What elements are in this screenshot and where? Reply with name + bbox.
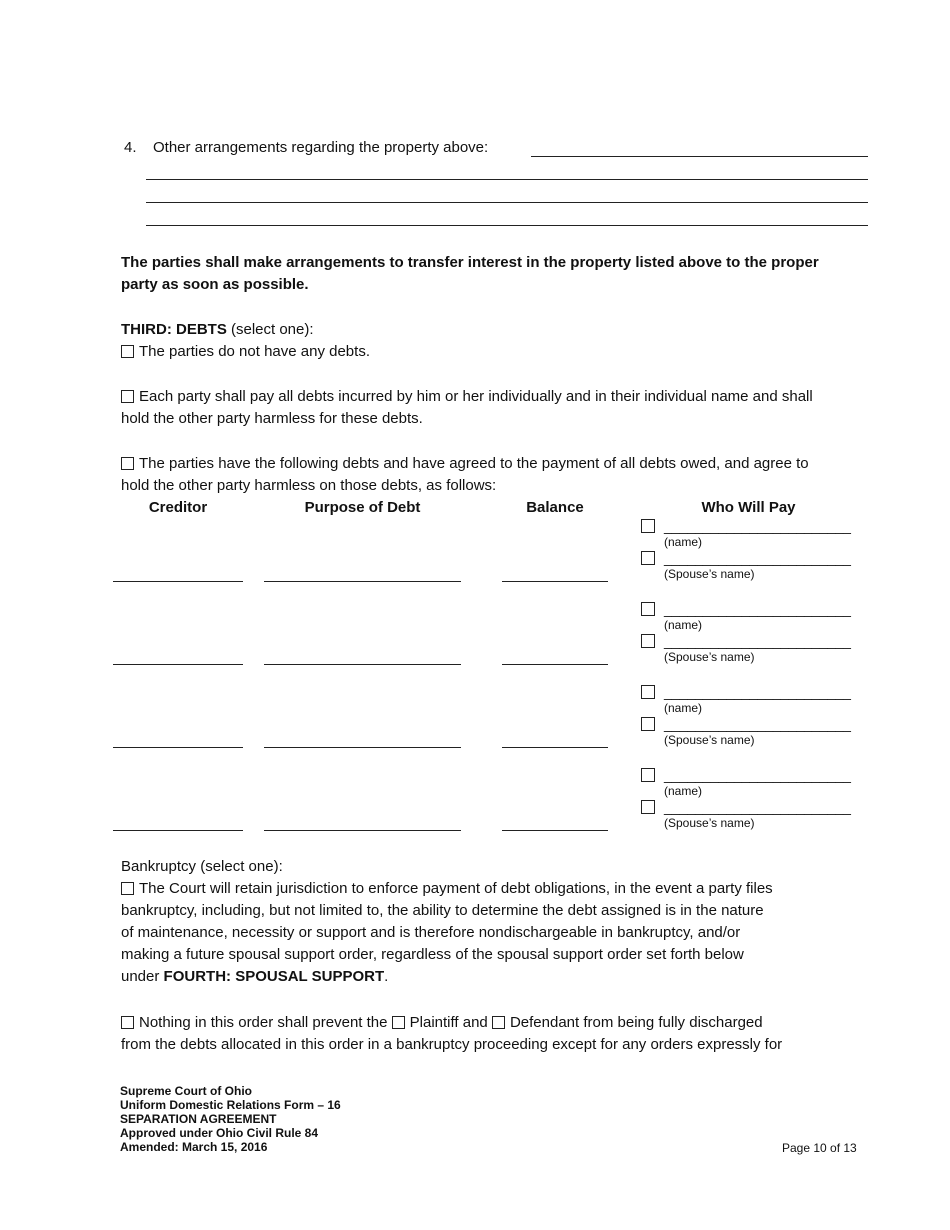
defendant-label: Defendant from being fully discharged [509,1014,763,1031]
debts-individual-label: Each party shall pay all debts incurred by him or her individually and in their individual name and shall [139,388,813,405]
footer-title: SEPARATION AGREEMENT [120,1112,277,1126]
footer-form: Uniform Domestic Relations Form – 16 [120,1098,341,1112]
who-spouse-blank[interactable]: ________________________ [664,716,851,732]
page-number: Page 10 of 13 [782,1141,857,1155]
who-spouse-checkbox[interactable] [641,800,655,814]
balance-line[interactable] [502,747,608,748]
who-spouse-checkbox[interactable] [641,634,655,648]
who-name-checkbox[interactable] [641,519,655,533]
who-name-label: (name) [664,701,703,715]
item4-line-3[interactable] [146,202,868,203]
who-name-checkbox[interactable] [641,768,655,782]
who-spouse-blank[interactable]: ________________________ [664,633,851,649]
debts-individual-line2: hold the other party harmless for these debts. [121,410,423,427]
debts-none-label: The parties do not have any debts. [139,343,370,360]
bankruptcy-retain-line2: bankruptcy, including, but not limited to, the ability to determine the debt assigned is in the nature [121,902,764,919]
who-spouse-label: (Spouse’s name) [664,650,755,664]
bankruptcy-retain-checkbox[interactable] [121,882,134,895]
who-name-blank[interactable]: ________________________ [664,601,851,617]
bankruptcy-nothing-checkbox[interactable] [121,1016,134,1029]
defendant-checkbox[interactable] [492,1016,505,1029]
bankruptcy-retain-line4: making a future spousal support order, regardless of the spousal support order set forth below [121,946,744,963]
header-balance: Balance [526,499,584,516]
third-select: (select one): [226,321,314,338]
who-name-blank[interactable]: ________________________ [664,684,851,700]
header-who-will-pay: Who Will Pay [701,499,796,516]
item4-line-2[interactable] [146,179,868,180]
debts-option-following [121,453,809,475]
bankruptcy-retain-line5 [121,966,388,988]
creditor-line[interactable] [113,747,243,748]
footer-court: Supreme Court of Ohio [120,1084,252,1098]
transfer-notice-line1: The parties shall make arrangements to transfer interest in the property listed above to the proper [121,254,819,271]
debts-following-label: The parties have the following debts and have agreed to the payment of all debts owed, and agree to [139,455,809,472]
purpose-line[interactable] [264,747,461,748]
item4-line-1[interactable] [531,156,868,157]
header-creditor: Creditor [148,499,208,516]
who-spouse-label: (Spouse’s name) [664,733,755,747]
nothing-pre: Nothing in this order shall prevent the [139,1014,388,1031]
who-spouse-checkbox[interactable] [641,551,655,565]
debts-following-checkbox[interactable] [121,457,134,470]
line5-post: . [384,968,389,985]
balance-line[interactable] [502,664,608,665]
item4-label: Other arrangements regarding the property above: [153,139,489,156]
creditor-line[interactable] [113,830,243,831]
transfer-notice-line2: party as soon as possible. [121,276,309,293]
bankruptcy-retain-label: The Court will retain jurisdiction to enforce payment of debt obligations, in the event a party files [139,880,773,897]
item-number: 4. [124,139,137,156]
footer-amended: Amended: March 15, 2016 [120,1140,268,1154]
who-name-blank[interactable]: ________________________ [664,767,851,783]
header-purpose: Purpose of Debt [304,499,421,516]
who-name-label: (name) [664,618,703,632]
purpose-line[interactable] [264,830,461,831]
item4-line-4[interactable] [146,225,868,226]
creditor-line[interactable] [113,581,243,582]
who-spouse-blank[interactable]: ________________________ [664,550,851,566]
third-heading-bold: THIRD: DEBTS [121,321,227,338]
footer-approved: Approved under Ohio Civil Rule 84 [120,1126,319,1140]
debts-option-none [121,341,370,363]
line5-bold: FOURTH: SPOUSAL SUPPORT [163,968,385,985]
who-name-checkbox[interactable] [641,602,655,616]
bankruptcy-option-nothing [121,1012,763,1034]
debts-individual-checkbox[interactable] [121,390,134,403]
creditor-line[interactable] [113,664,243,665]
purpose-line[interactable] [264,664,461,665]
balance-line[interactable] [502,581,608,582]
line5-pre: under [121,968,164,985]
who-spouse-label: (Spouse’s name) [664,567,755,581]
plaintiff-checkbox[interactable] [392,1016,405,1029]
debts-none-checkbox[interactable] [121,345,134,358]
bankruptcy-nothing-line2: from the debts allocated in this order in a bankruptcy proceeding except for any orders expressly for [121,1036,783,1053]
who-spouse-blank[interactable]: ________________________ [664,799,851,815]
third-debts-heading [121,319,314,341]
plaintiff-label: Plaintiff and [409,1014,488,1031]
who-spouse-checkbox[interactable] [641,717,655,731]
bankruptcy-retain-line3: of maintenance, necessity or support and is therefore nondischargeable in bankruptcy, and/or [121,924,741,941]
who-name-checkbox[interactable] [641,685,655,699]
who-name-label: (name) [664,535,703,549]
debts-following-line2: hold the other party harmless on those debts, as follows: [121,477,497,494]
who-name-blank[interactable]: ________________________ [664,518,851,534]
purpose-line[interactable] [264,581,461,582]
bankruptcy-heading: Bankruptcy (select one): [121,858,283,875]
who-name-label: (name) [664,784,703,798]
bankruptcy-option-retain [121,878,773,900]
debts-option-individual [121,386,813,408]
who-spouse-label: (Spouse’s name) [664,816,755,830]
balance-line[interactable] [502,830,608,831]
